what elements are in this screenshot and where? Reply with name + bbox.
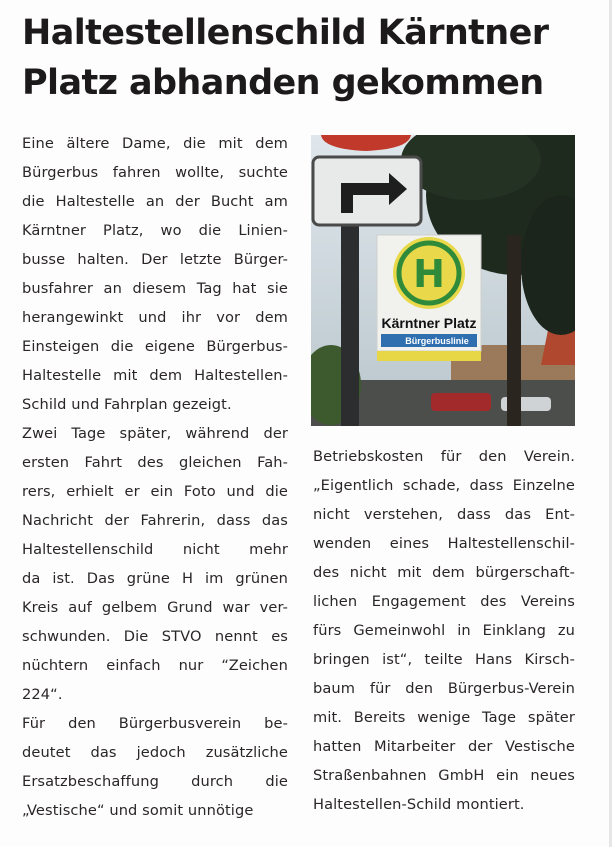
text-line: mit. Bereits wenige Tage später <box>313 709 575 726</box>
text-line: Schild und Fahrplan gezeigt. <box>22 396 232 413</box>
text-line: Haltestelle mit dem Haltestellen- <box>22 367 288 384</box>
text-line: lichen Engagement des Vereins <box>313 593 575 610</box>
headline-line-2: Platz abhanden gekommen <box>22 63 544 103</box>
text-line: schwunden. Die STVO nennt es <box>22 628 288 645</box>
text-line: busfahrer an diesem Tag hat sie <box>22 280 288 297</box>
text-line: nüchtern einfach nur “Zeichen <box>22 657 288 674</box>
text-line: wenden eines Haltestellenschil- <box>313 535 575 552</box>
text-line: rers, erhielt er ein Foto und die <box>22 483 288 500</box>
text-line: Straßenbahnen GmbH ein neues <box>313 767 575 784</box>
text-line: Eine ältere Dame, die mit dem <box>22 135 288 152</box>
sign-pole <box>341 215 359 426</box>
text-line: busse halten. Der letzte Bürger- <box>22 251 288 268</box>
text-line: hatten Mitarbeiter der Vestische <box>313 738 575 755</box>
sign-line: Bürgerbuslinie <box>405 336 469 346</box>
left-text-column <box>22 129 288 825</box>
parked-car <box>431 393 491 411</box>
sign-place: Kärntner Platz <box>381 315 477 331</box>
text-line: baum für den Bürgerbus-Verein <box>313 680 575 697</box>
text-line: bringen ist“, teilte Hans Kirsch- <box>313 651 575 668</box>
text-line: Kreis auf gelbem Grund war ver- <box>22 599 288 616</box>
text-line: Für den Bürgerbusverein be- <box>22 715 288 732</box>
text-line: Nachricht der Fahrerin, dass das <box>22 512 288 529</box>
sign-letter: H <box>413 252 445 296</box>
text-line: „Vestische“ und somit unnötige <box>22 802 254 819</box>
text-line: 224“. <box>22 686 63 703</box>
text-line: Ersatzbeschaffung durch die <box>22 773 288 790</box>
text-line: deutet das jedoch zusätzliche <box>22 744 288 761</box>
text-line: nicht verstehen, dass das Ent- <box>313 506 575 523</box>
bus-stop-photo <box>311 135 575 426</box>
headline-line-1: Haltestellenschild Kärntner <box>22 13 549 53</box>
text-line: Haltestellen-Schild montiert. <box>313 796 525 813</box>
text-line: Haltestellenschild nicht mehr <box>22 541 288 558</box>
article-headline <box>22 8 597 108</box>
right-text-column <box>313 442 575 819</box>
text-line: Kärntner Platz, wo die Linien- <box>22 222 288 239</box>
sign-bottom-strip <box>377 351 481 361</box>
text-line: Betriebskosten für den Verein. <box>313 448 575 465</box>
text-line: „Eigentlich schade, dass Einzelne <box>313 477 575 494</box>
text-line: Zwei Tage später, während der <box>22 425 288 442</box>
text-line: fürs Gemeinwohl in Einklang zu <box>313 622 575 639</box>
bus-stop-photo-drawing <box>311 135 575 426</box>
text-line: des nicht mit dem bürgerschaft- <box>313 564 575 581</box>
text-line: Bürgerbus fahren wollte, suchte <box>22 164 288 181</box>
text-line: ersten Fahrt des gleichen Fah- <box>22 454 288 471</box>
tree-trunk <box>507 235 521 426</box>
text-line: da ist. Das grüne H im grünen <box>22 570 288 587</box>
text-line: Einsteigen die eigene Bürgerbus- <box>22 338 288 355</box>
text-line: herangewinkt und ihr vor dem <box>22 309 288 326</box>
text-line: die Haltestelle an der Bucht am <box>22 193 288 210</box>
